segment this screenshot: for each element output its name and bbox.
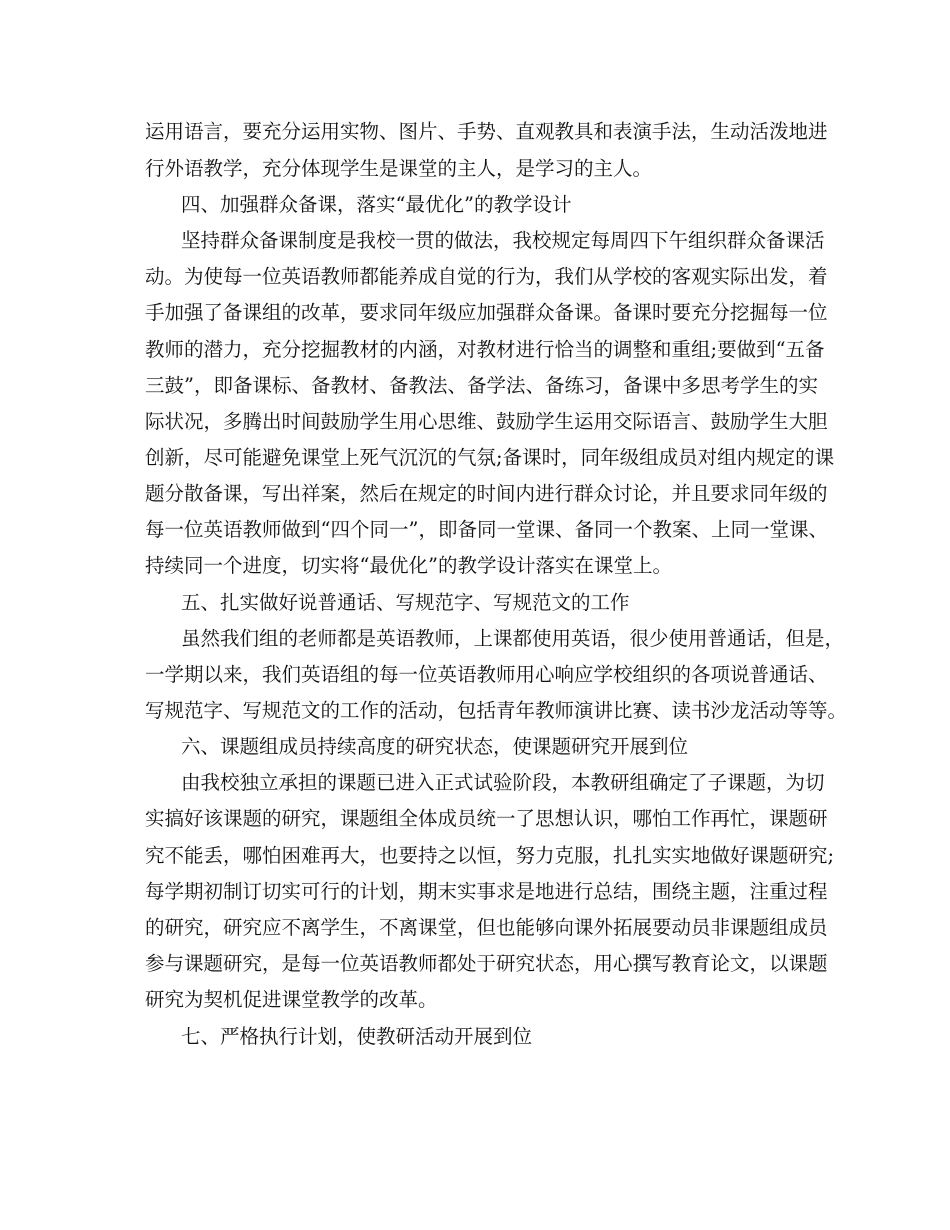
text-line: 的研究，研究应不离学生，不离课堂，但也能够向课外拓展要动员非课题组成员 bbox=[145, 916, 828, 939]
text-line: 教师的潜力，充分挖掘教材的内涵，对教材进行恰当的调整和重组;要做到“五备 bbox=[145, 338, 825, 361]
text-line: 题分散备课，写出祥案，然后在规定的时间内进行群众讨论，并且要求同年级的 bbox=[145, 482, 828, 505]
text-line: 手加强了备课组的改革，要求同年级应加强群众备课。备课时要充分挖掘每一位 bbox=[145, 301, 828, 324]
text-line: 参与课题研究，是每一位英语教师都处于研究状态，用心撰写教育论文，以课题 bbox=[145, 952, 828, 975]
text-line: 究不能丢，哪怕困难再大，也要持之以恒，努力克服，扎扎实实地做好课题研究; bbox=[145, 844, 835, 867]
text-line: 创新，尽可能避免课堂上死气沉沉的气氛;备课时，同年级组成员对组内规定的课 bbox=[145, 446, 835, 469]
text-line: 由我校独立承担的课题已进入正式试验阶段，本教研组确定了子课题，为切 bbox=[181, 771, 825, 794]
text-line: 虽然我们组的老师都是英语教师，上课都使用英语，很少使用普通话，但是， bbox=[181, 627, 845, 650]
text-line: 动。为使每一位英语教师都能养成自觉的行为，我们从学校的客观实际出发，着 bbox=[145, 265, 828, 288]
section-heading: 五、扎实做好说普通话、写规范字、写规范文的工作 bbox=[181, 591, 630, 614]
text-line: 每一位英语教师做到“四个同一”，即备同一堂课、备同一个教案、上同一堂课、 bbox=[145, 518, 828, 541]
text-line: 写规范字、写规范文的工作的活动，包括青年教师演讲比赛、读书沙龙活动等等。 bbox=[145, 699, 848, 722]
section-heading: 六、课题组成员持续高度的研究状态，使课题研究开展到位 bbox=[181, 735, 689, 758]
section-heading: 七、严格执行计划，使教研活动开展到位 bbox=[181, 1025, 533, 1048]
text-line: 坚持群众备课制度是我校一贯的做法，我校规定每周四下午组织群众备课活 bbox=[181, 229, 825, 252]
text-line: 际状况，多腾出时间鼓励学生用心思维、鼓励学生运用交际语言、鼓励学生大胆 bbox=[145, 410, 828, 433]
text-line: 一学期以来，我们英语组的每一位英语教师用心响应学校组织的各项说普通话、 bbox=[145, 663, 828, 686]
text-line: 研究为契机促进课堂教学的改革。 bbox=[145, 988, 438, 1011]
text-line: 实搞好该课题的研究，课题组全体成员统一了思想认识，哪怕工作再忙，课题研 bbox=[145, 807, 828, 830]
text-line: 每学期初制订切实可行的计划，期末实事求是地进行总结，围绕主题，注重过程 bbox=[145, 880, 828, 903]
section-heading: 四、加强群众备课，落实“最优化”的教学设计 bbox=[181, 193, 572, 216]
text-line: 运用语言，要充分运用实物、图片、手势、直观教具和表演手法，生动活泼地进 bbox=[145, 120, 828, 143]
text-line: 三鼓”，即备课标、备教材、备教法、备学法、备练习，备课中多思考学生的实 bbox=[145, 374, 818, 397]
text-line: 持续同一个进度，切实将“最优化”的教学设计落实在课堂上。 bbox=[145, 554, 672, 577]
text-line: 行外语教学，充分体现学生是课堂的主人，是学习的主人。 bbox=[145, 157, 653, 180]
